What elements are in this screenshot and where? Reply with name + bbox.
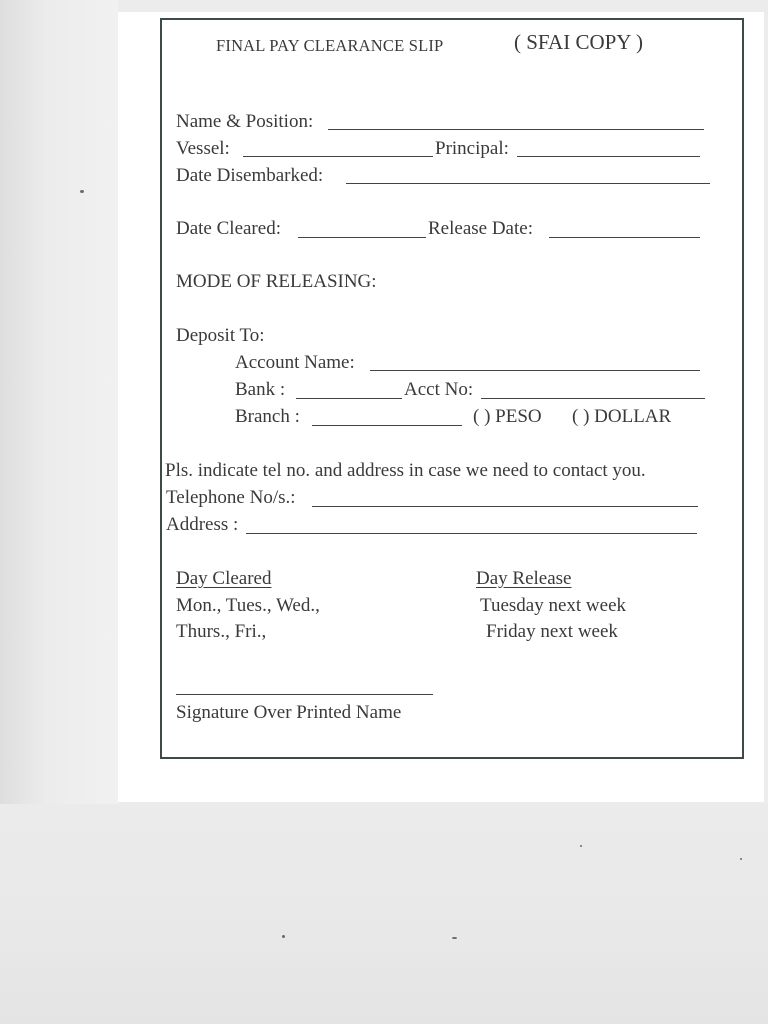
- account-name-label: Account Name:: [235, 352, 355, 373]
- acct-no-label: Acct No:: [404, 379, 474, 400]
- day-release-row-1: Tuesday next week: [480, 595, 626, 616]
- day-cleared-header: Day Cleared: [176, 568, 272, 589]
- branch-field[interactable]: [312, 425, 462, 426]
- form-title: FINAL PAY CLEARANCE SLIP: [216, 36, 444, 55]
- address-label: Address :: [166, 514, 239, 535]
- day-cleared-row-1: Mon., Tues., Wed.,: [176, 595, 320, 616]
- dollar-option[interactable]: ( ) DOLLAR: [572, 406, 672, 427]
- name-position-label: Name & Position:: [176, 111, 314, 132]
- signature-line[interactable]: [176, 694, 433, 695]
- signature-label: Signature Over Printed Name: [176, 702, 402, 723]
- account-name-field[interactable]: [370, 370, 700, 371]
- date-disembarked-field[interactable]: [346, 183, 710, 184]
- contact-instruction: Pls. indicate tel no. and address in case we need to contact you.: [165, 460, 646, 481]
- mode-of-releasing-heading: MODE OF RELEASING:: [176, 271, 377, 292]
- principal-field[interactable]: [517, 156, 700, 157]
- acct-no-field[interactable]: [481, 398, 705, 399]
- vessel-field[interactable]: [243, 156, 433, 157]
- scan-speck: [580, 845, 582, 847]
- address-field[interactable]: [246, 533, 697, 534]
- scan-speck: [80, 190, 84, 193]
- deposit-to-heading: Deposit To:: [176, 325, 265, 346]
- form-title-copy: ( SFAI COPY ): [514, 30, 643, 54]
- release-date-label: Release Date:: [428, 218, 533, 239]
- date-disembarked-label: Date Disembarked:: [176, 165, 324, 186]
- scan-speck: [452, 937, 457, 939]
- date-cleared-label: Date Cleared:: [176, 218, 281, 239]
- scan-speck: [282, 935, 285, 938]
- day-release-header: Day Release: [476, 568, 572, 589]
- bank-label: Bank :: [235, 379, 286, 400]
- scan-bottom-area: [0, 804, 768, 1024]
- bank-field[interactable]: [296, 398, 402, 399]
- branch-label: Branch :: [235, 406, 300, 427]
- telephone-field[interactable]: [312, 506, 698, 507]
- peso-option[interactable]: ( ) PESO: [473, 406, 542, 427]
- release-date-field[interactable]: [549, 237, 700, 238]
- scan-speck: [740, 858, 742, 860]
- name-position-field[interactable]: [328, 129, 704, 130]
- date-cleared-field[interactable]: [298, 237, 426, 238]
- day-cleared-row-2: Thurs., Fri.,: [176, 621, 267, 642]
- day-release-row-2: Friday next week: [486, 621, 618, 642]
- vessel-label: Vessel:: [176, 138, 230, 159]
- telephone-label: Telephone No/s.:: [166, 487, 296, 508]
- principal-label: Principal:: [435, 138, 509, 159]
